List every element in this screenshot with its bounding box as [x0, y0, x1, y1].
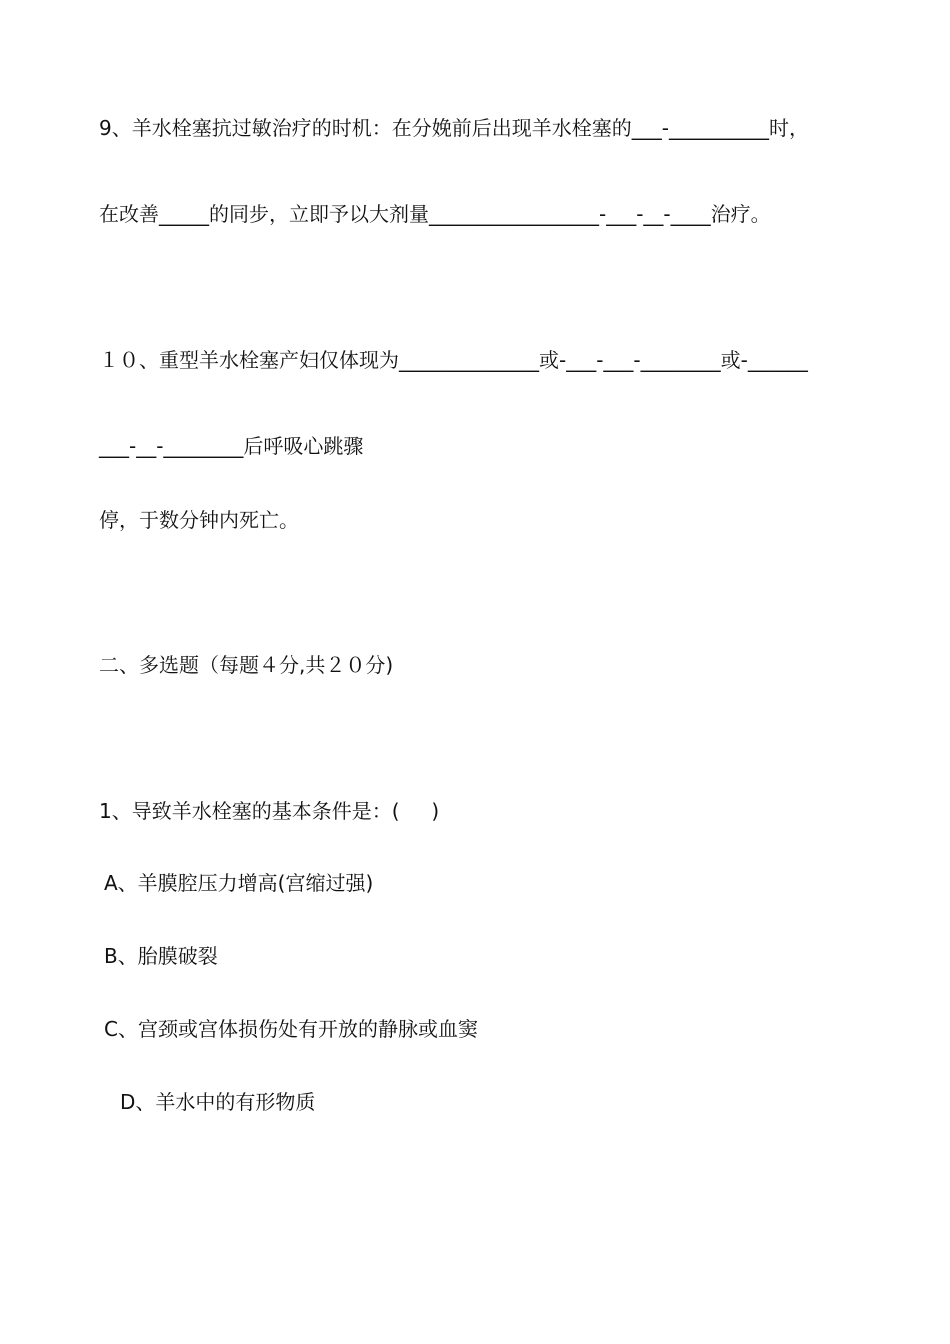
question-10-line-1: １０、重型羊水栓塞产妇仅体现为______________或-___-___-________或-______	[99, 348, 808, 372]
mc-option-b: B、胎膜破裂	[104, 944, 218, 968]
question-9-line-1: 9、羊水栓塞抗过敏治疗的时机：在分娩前后出现羊水栓塞的___-__________时，	[99, 116, 809, 140]
mc-question-1: 1、导致羊水栓塞的基本条件是：( )	[99, 799, 440, 823]
mc-option-c: C、宫颈或宫体损伤处有开放的静脉或血窦	[104, 1017, 478, 1041]
question-10-line-3: 停，于数分钟内死亡。	[99, 508, 299, 532]
mc-option-d: D、羊水中的有形物质	[120, 1090, 316, 1114]
question-10-line-2: ___-__-________后呼吸心跳骤	[99, 434, 364, 458]
section-heading-multiple-choice: 二、多选题（每题４分,共２０分)	[99, 653, 394, 677]
mc-option-a: A、羊膜腔压力增高(宫缩过强)	[104, 871, 374, 895]
question-9-line-2: 在改善_____的同步，立即予以大剂量_________________-___-__-____治疗。	[99, 202, 771, 226]
